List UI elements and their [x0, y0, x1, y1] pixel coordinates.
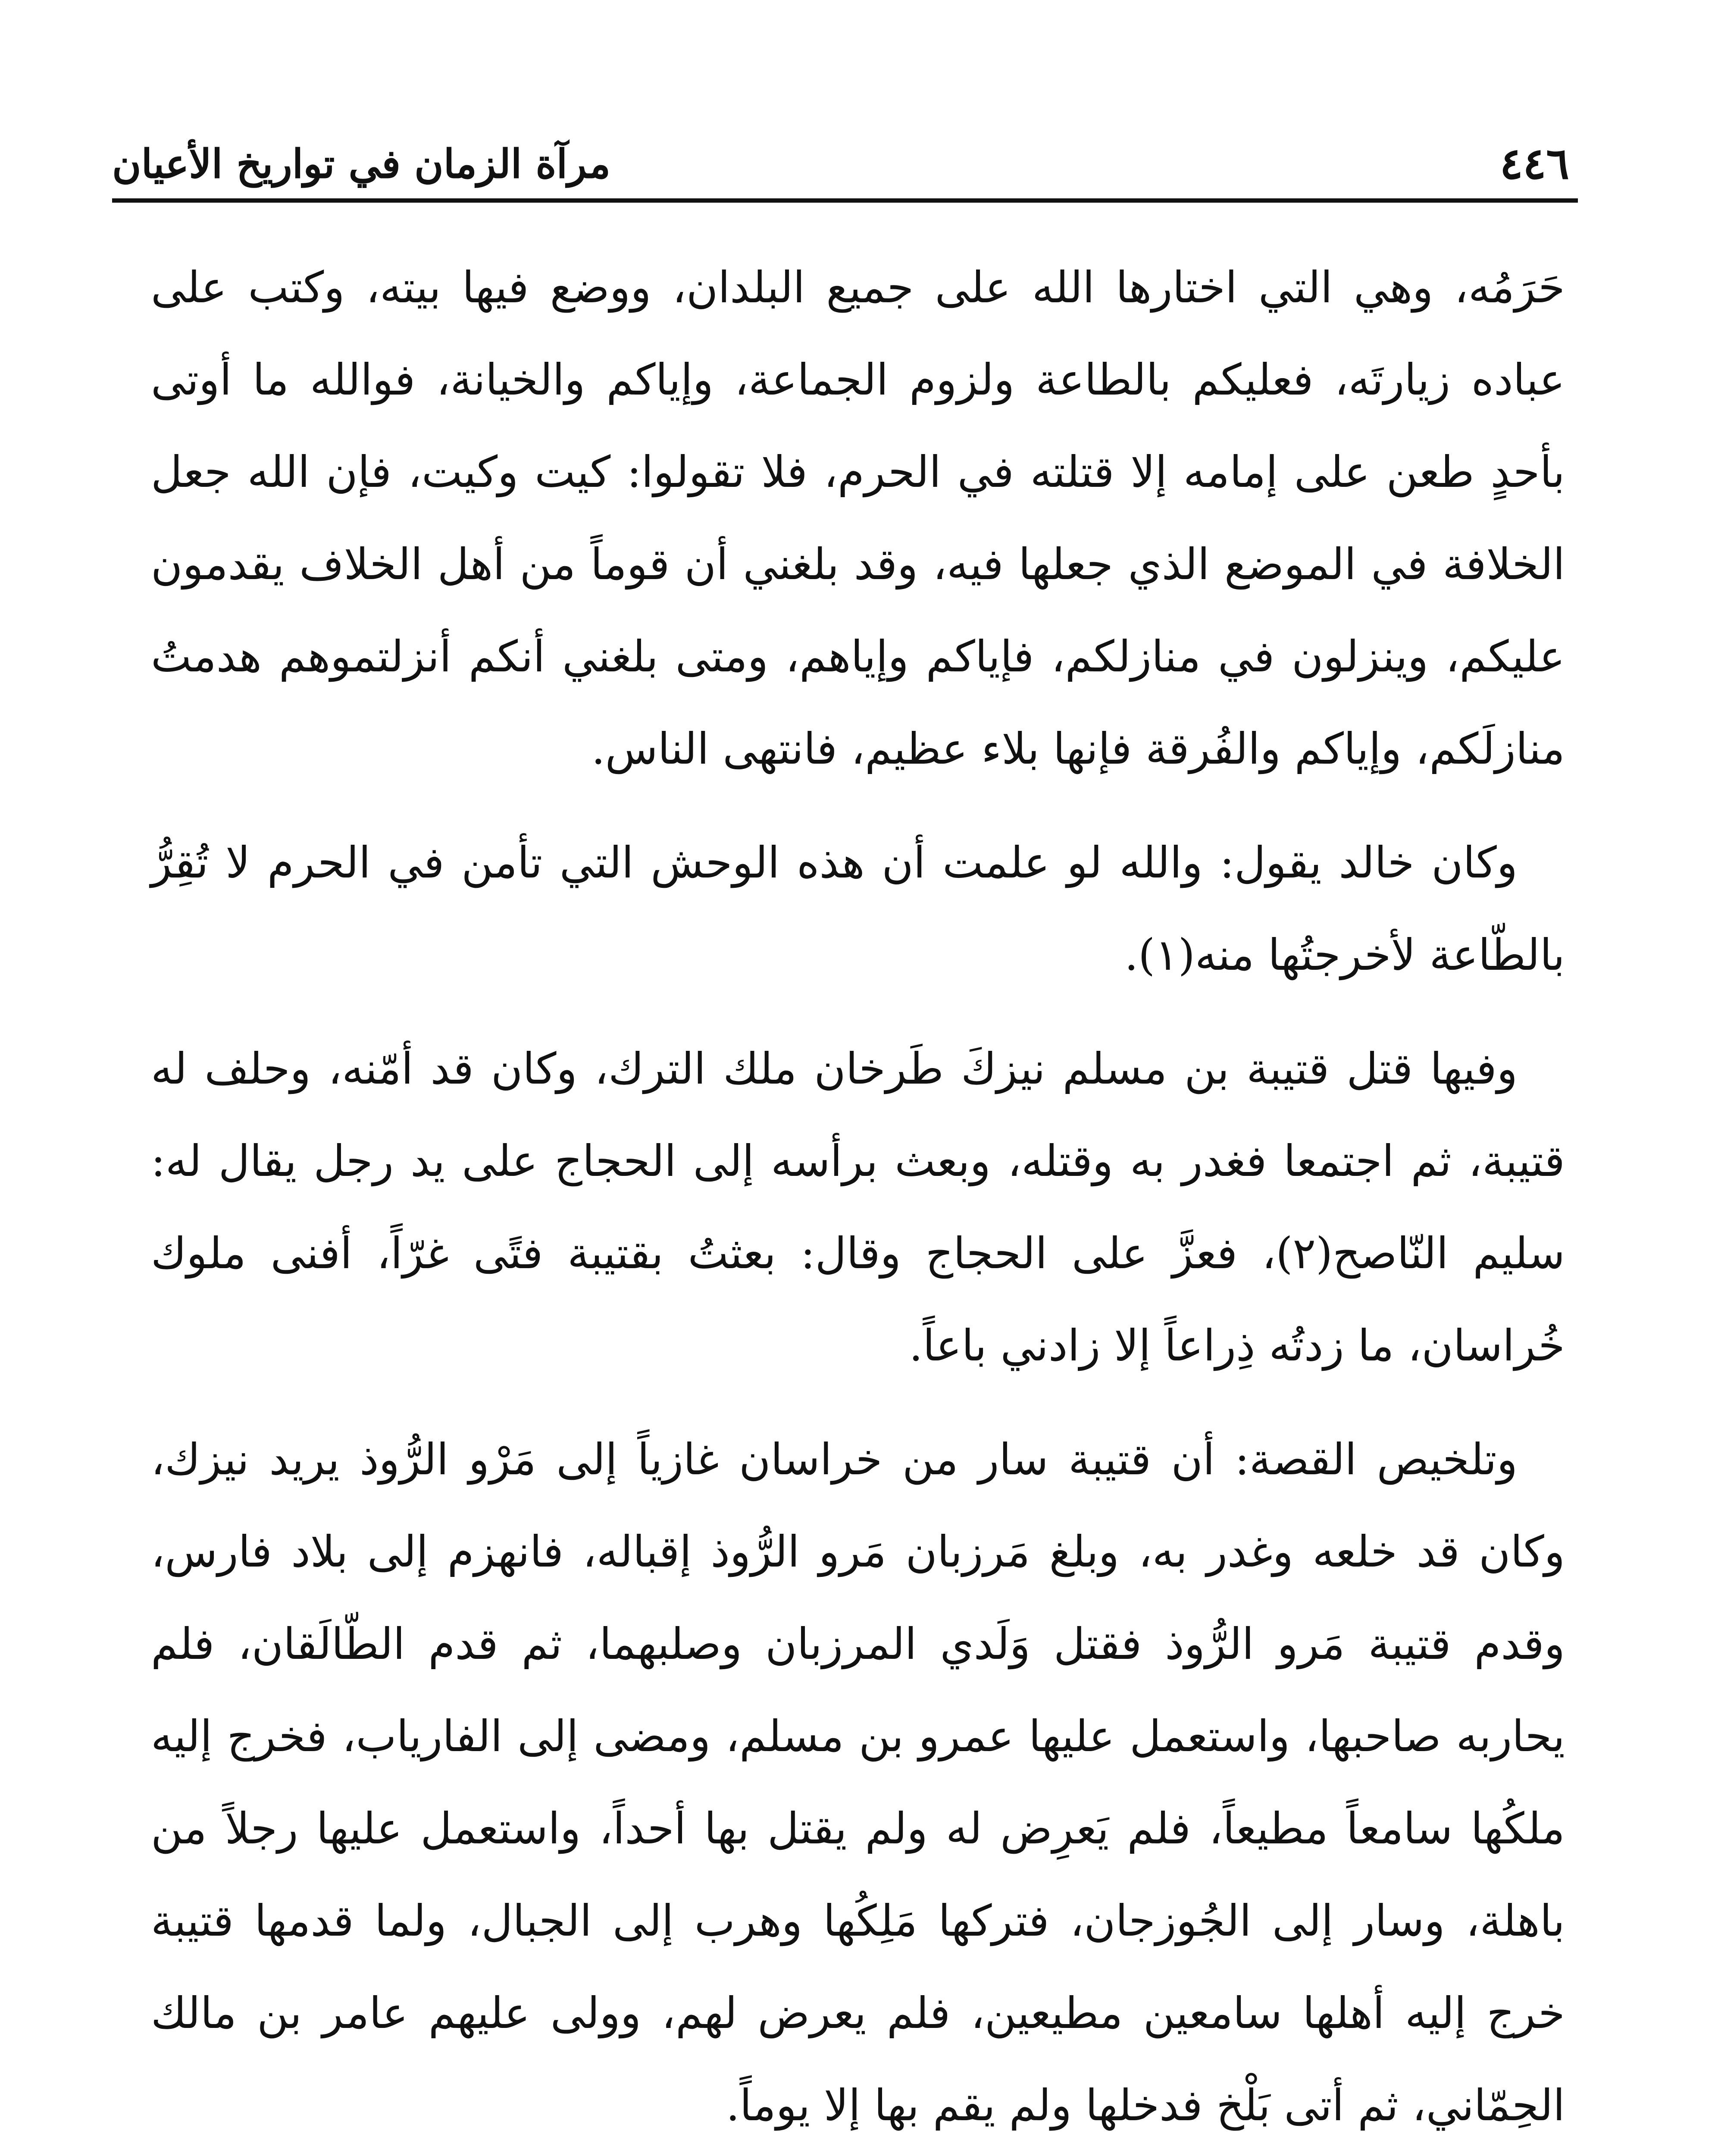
paragraph: وتلخيص القصة: أن قتيبة سار من خراسان غازياً إلى مَرْو الرُّوذ يريد نيزك، وكان قد خلعه وغدر به، وبلغ مَرزبان مَرو الرُّوذ إقباله، فانهزم إلى بلاد فارس، وقدم قتيبة مَرو الرُّوذ فقتل وَلَدي المرزبان وصلبهما، ثم قدم الطّالَقان، فلم يحاربه صاحبها، واستعمل عليها عمرو بن مسلم، ومضى إلى الفارياب، فخرج إليه ملكُها سامعاً مطيعاً، فلم يَعرِض له ولم يقتل بها أحداً، واستعمل عليها رجلاً من باهلة، وسار إلى الجُوزجان، فتركها مَلِكُها وهرب إلى الجبال، ولما قدمها قتيبة خرج إليه أهلها سامعين مطيعين، فلم يعرض لهم، وولى عليهم عامر بن مالك الحِمّاني، ثم أتى بَلْخ فدخلها ولم يقم بها إلا يوماً. [151, 1434, 1565, 2131]
paragraph: حَرَمُه، وهي التي اختارها الله على جميع البلدان، ووضع فيها بيته، وكتب على عباده زيارتَه، فعليكم بالطاعة ولزوم الجماعة، وإياكم والخيانة، فوالله ما أوتى بأحدٍ طعن على إمامه إلا قتلته في الحرم، فلا تقولوا: كيت وكيت، فإن الله جعل الخلافة في الموضع الذي جعلها فيه، وقد بلغني أن قوماً من أهل الخلاف يقدمون عليكم، وينزلون في منازلكم، فإياكم وإياهم، ومتى بلغني أنكم أنزلتموهم هدمتُ منازلَكم، وإياكم والفُرقة فإنها بلاء عظيم، فانتهى الناس. [151, 262, 1565, 774]
page-number: ٤٤٦ [1499, 138, 1569, 189]
main-text [151, 241, 1565, 2156]
running-title: مرآة الزمان في تواريخ الأعيان [112, 141, 611, 187]
paragraph: وفيها قتل قتيبة بن مسلم نيزكَ طَرخان ملك الترك، وكان قد أمّنه، وحلف له قتيبة، ثم اجتمعا فغدر به وقتله، وبعث برأسه إلى الحجاج على يد رجل يقال له: سليم النّاصح(٢)، فعزَّ على الحجاج وقال: بعثتُ بقتيبة فتًى غرّاً، أفنى ملوك خُراسان، ما زدتُه ذِراعاً إلا زادني باعاً. [151, 1044, 1565, 1371]
page-header [112, 121, 1578, 203]
paragraph: وكان خالد يقول: والله لو علمت أن هذه الوحش التي تأمن في الحرم لا تُقِرُّ بالطّاعة لأخرجتُها منه(١). [151, 837, 1565, 980]
